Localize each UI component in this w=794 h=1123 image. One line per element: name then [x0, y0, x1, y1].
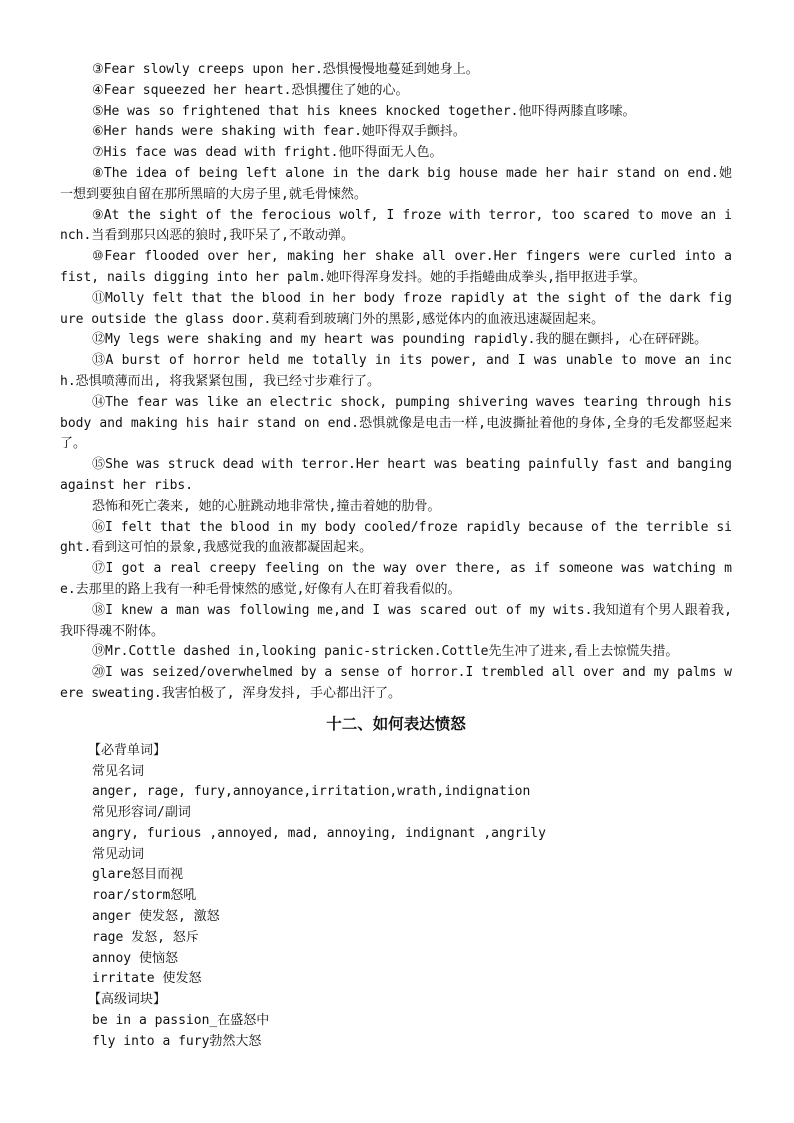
vocab-line: annoy 使恼怒: [92, 950, 178, 966]
section-title: 十二、如何表达愤怒: [326, 714, 466, 733]
vocab-line: irritate 使发怒: [92, 971, 202, 987]
sentence-item: ⑭The fear was like an electric shock, pumping shivering waves tearing through his body and making his hair stand on end.恐惧就像是电击一样,电波撕扯着他的身体,全身的毛发都竖起来了。: [60, 394, 732, 452]
sentence-item: ⑩Fear flooded over her, making her shake all over.Her fingers were curled into a fist, nails digging into her palm.她吓得浑身发抖。她的手指蜷曲成拳头,指甲抠进手掌。: [60, 249, 732, 285]
vocab-line: anger, rage, fury,annoyance,irritation,wrath,indignation: [92, 784, 531, 800]
vocab-line: be in a passion_在盛怒中: [92, 1013, 270, 1029]
sentence-item: ⑤He was so frightened that his knees knocked together.他吓得两膝直哆嗦。: [92, 103, 636, 119]
sentence-item: ⑱I knew a man was following me,and I was scared out of my wits.我知道有个男人跟着我,我吓得魂不附体。: [60, 602, 732, 639]
sentence-translation: 恐怖和死亡袭来, 她的心脏跳动地非常快,撞击着她的肋骨。: [92, 498, 441, 514]
vocab-category: 常见名词: [92, 763, 145, 779]
vocab-line: rage 发怒, 怒斥: [92, 929, 199, 945]
vocab-line: fly into a fury勃然大怒: [92, 1033, 262, 1049]
sentence-item: ⑮She was struck dead with terror.Her heart was beating painfully fast and banging against her ribs.: [60, 457, 732, 493]
sentence-item: ⑥Her hands were shaking with fear.她吓得双手颤抖。: [92, 124, 466, 140]
vocab-line: anger 使发怒, 激怒: [92, 909, 220, 925]
vocab-line: angry, furious ,annoyed, mad, annoying, indignant ,angrily: [92, 825, 546, 841]
sentence-item: ⑬A burst of horror held me totally in its power, and I was unable to move an inch.恐惧喷薄而出, 将我紧紧包围, 我已经寸步难行了。: [60, 353, 732, 389]
sentence-list: [60, 60, 732, 705]
vocab-line: glare怒目而视: [92, 867, 184, 883]
vocab-list: [60, 741, 732, 1053]
vocab-subheading: 【必背单词】: [88, 742, 167, 758]
vocab-subheading: 【高级词块】: [88, 992, 167, 1008]
sentence-item: ⑦His face was dead with fright.他吓得面无人色。: [92, 145, 443, 161]
sentence-item: ⑪Molly felt that the blood in her body froze rapidly at the sight of the dark figure outside the glass door.莫莉看到玻璃门外的黑影,感觉体内的血液迅速凝固起来。: [60, 290, 732, 327]
vocab-category: 常见动词: [92, 846, 145, 862]
sentence-item: ⑰I got a real creepy feeling on the way over there, as if someone was watching me.去那里的路上我有一种毛骨悚然的感觉,好像有人在盯着我看似的。: [60, 561, 732, 597]
sentence-item: ③Fear slowly creeps upon her.恐惧慢慢地蔓延到她身上。: [92, 62, 479, 77]
vocab-line: roar/storm怒吼: [92, 888, 197, 904]
vocab-category: 常见形容词/副词: [92, 805, 191, 821]
sentence-item: ⑯I felt that the blood in my body cooled/froze rapidly because of the terrible sight.看到这可怕的景象,我感觉我的血液都凝固起来。: [60, 519, 732, 556]
sentence-item: ④Fear squeezed her heart.恐惧攫住了她的心。: [92, 82, 409, 98]
sentence-item: ⑲Mr.Cottle dashed in,looking panic-stricken.Cottle先生冲了进来,看上去惊慌失措。: [92, 644, 679, 660]
sentence-item: ⑨At the sight of the ferocious wolf, I froze with terror, too scared to move an inch.当看到那只凶恶的狼时,我吓呆了,不敢动弹。: [60, 207, 732, 244]
sentence-item: ⑳I was seized/overwhelmed by a sense of horror.I trembled all over and my palms were sweating.我害怕极了, 浑身发抖, 手心都出汗了。: [60, 665, 732, 701]
sentence-item: ⑧The idea of being left alone in the dark big house made her hair stand on end.她一想到要独自留在那所黑暗的大房子里,就毛骨悚然。: [60, 165, 732, 202]
sentence-item: ⑫My legs were shaking and my heart was pounding rapidly.我的腿在颤抖, 心在砰砰跳。: [92, 332, 708, 348]
